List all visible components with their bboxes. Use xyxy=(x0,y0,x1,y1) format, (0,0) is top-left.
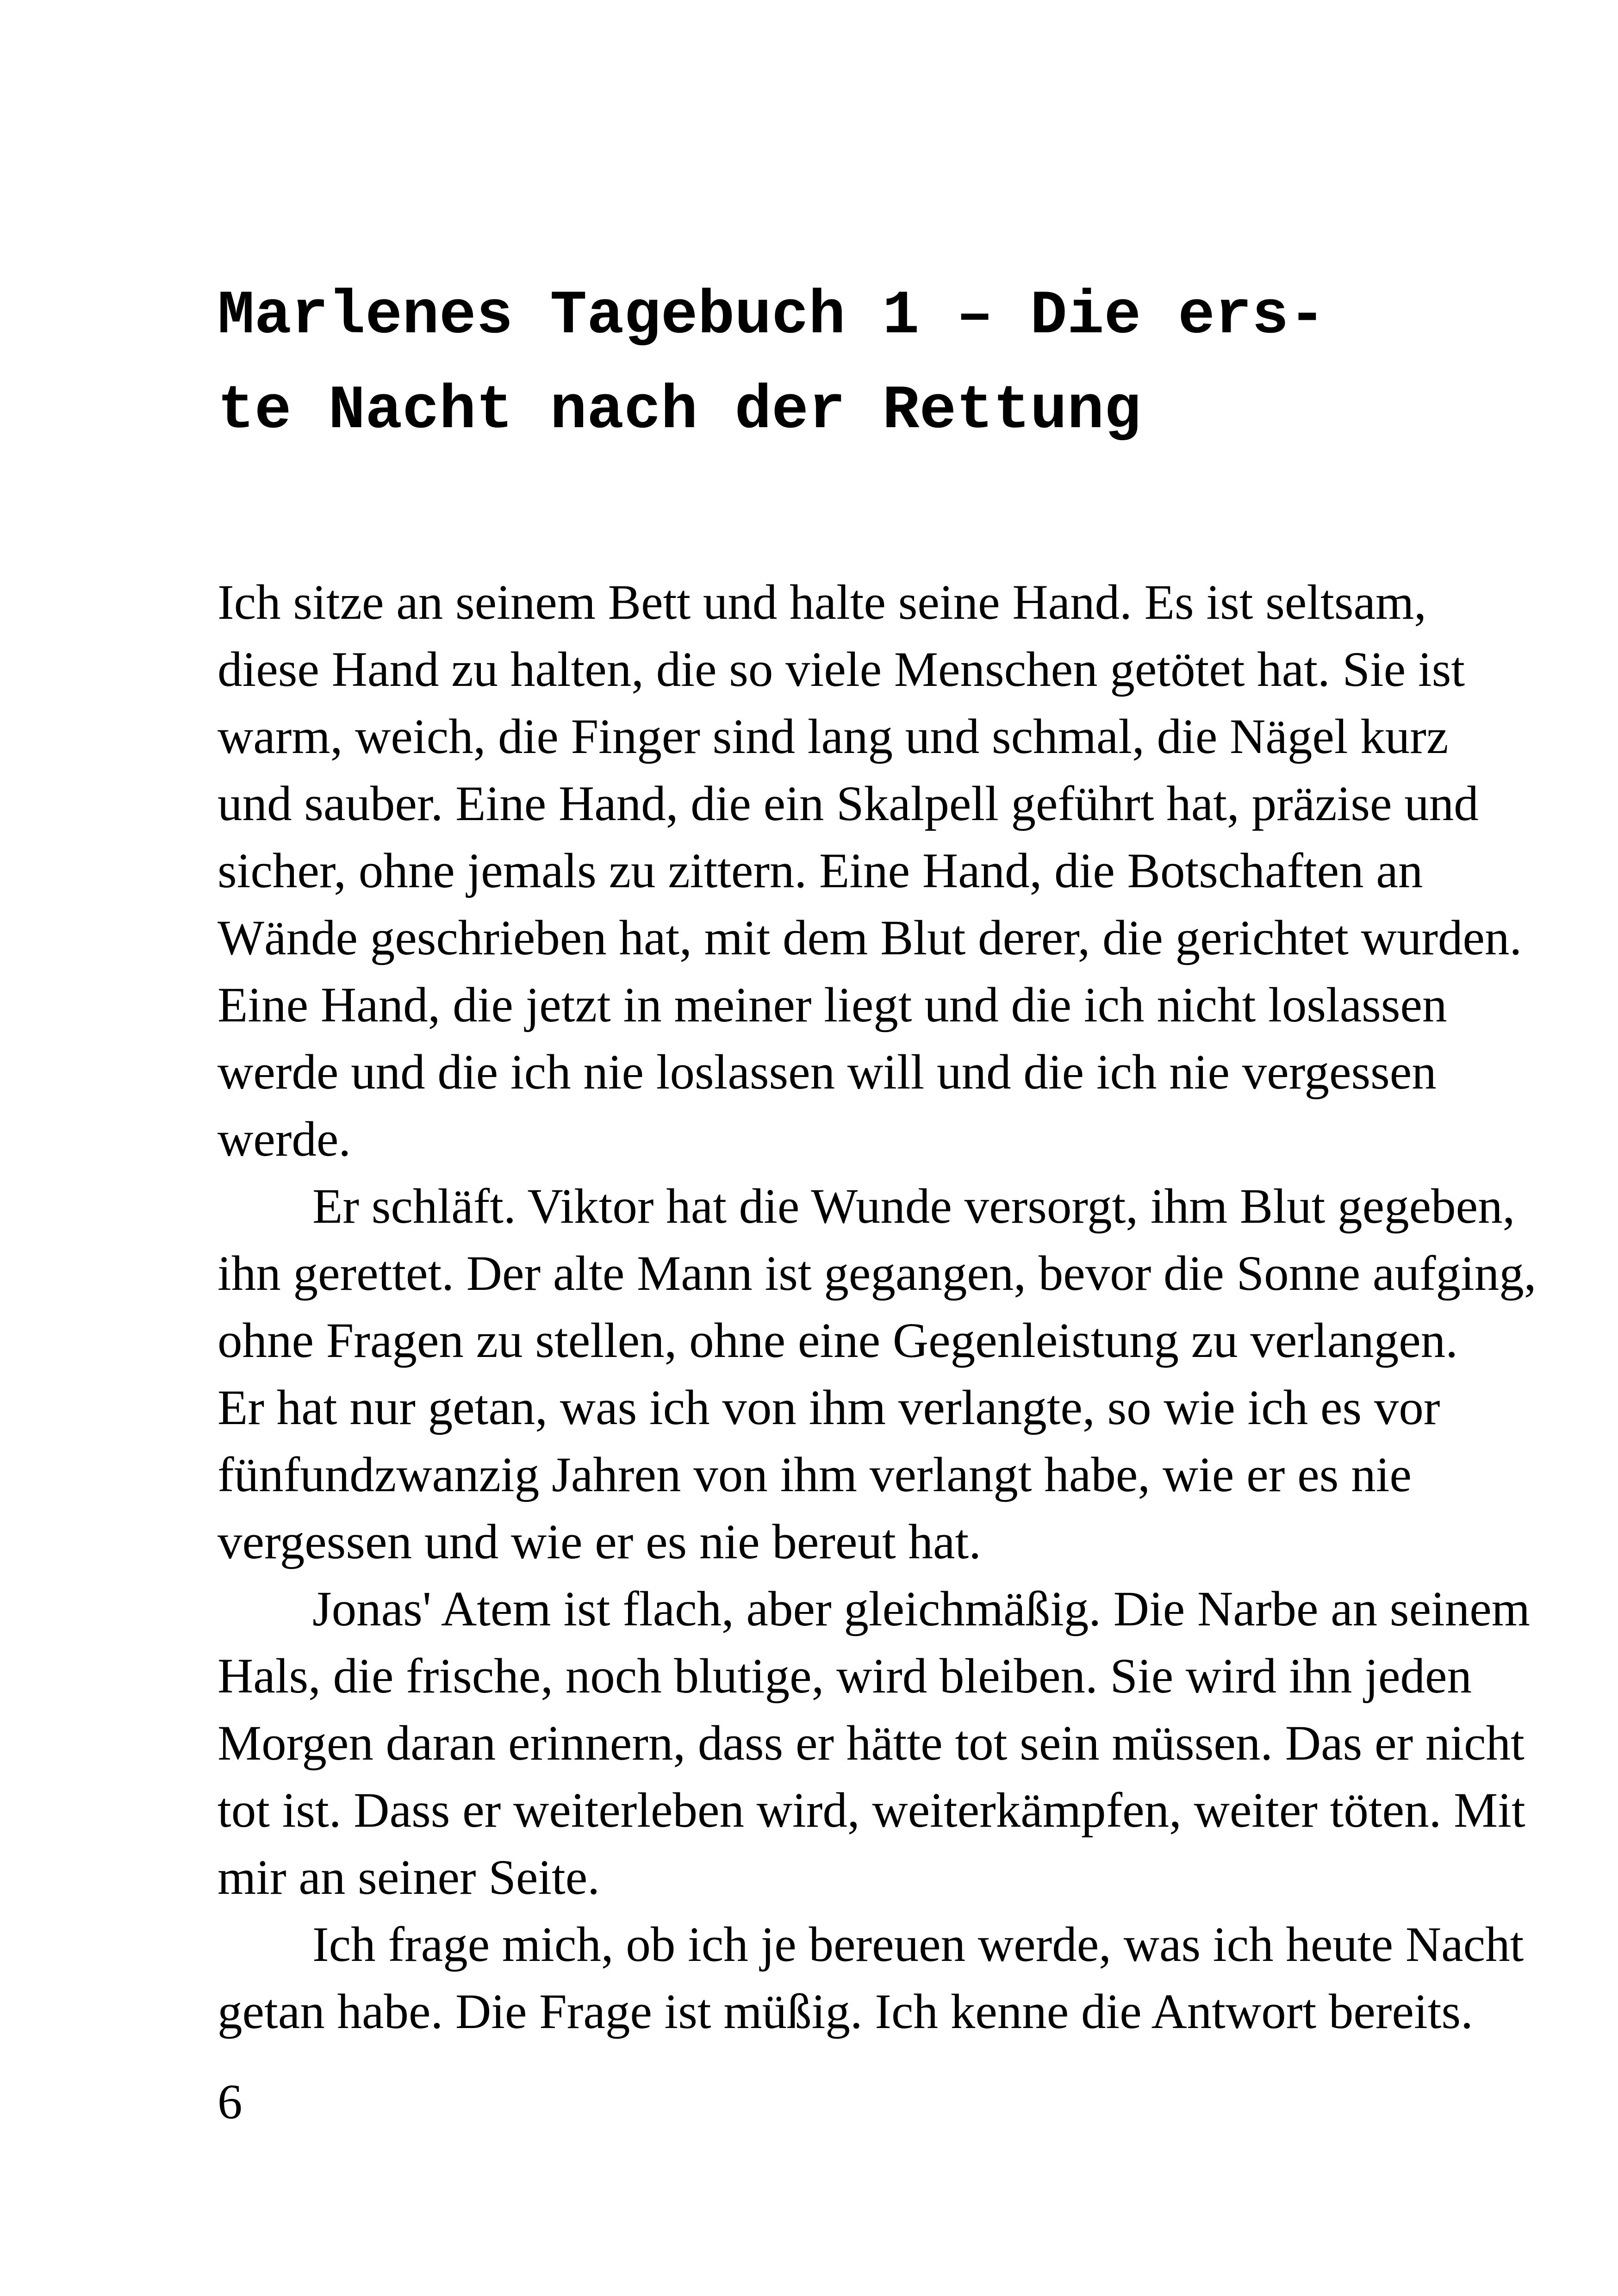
page-number: 6 xyxy=(218,2075,243,2129)
text-line: vergessen und wie er es nie bereut hat. xyxy=(218,1515,981,1569)
text-line: warm, weich, die Finger sind lang und schmal, die Nägel kurz xyxy=(218,709,1449,764)
text-line: Ich frage mich, ob ich je bereuen werde, was ich heute Nacht xyxy=(312,1917,1524,1972)
text-line: Ich sitze an seinem Bett und halte seine Hand. Es ist seltsam, xyxy=(218,575,1426,630)
text-line: Er hat nur getan, was ich von ihm verlangte, so wie ich es vor xyxy=(218,1381,1440,1435)
paragraph xyxy=(218,1911,1524,2046)
chapter-title-line: Marlenes Tagebuch 1 – Die ers- xyxy=(218,281,1326,351)
text-line: und sauber. Eine Hand, die ein Skalpell geführt hat, präzise und xyxy=(218,777,1479,831)
text-line: mir an seiner Seite. xyxy=(218,1850,600,1905)
chapter-title xyxy=(218,268,1412,458)
text-line: ihn gerettet. Der alte Mann ist gegangen, bevor die Sonne aufging, xyxy=(218,1246,1537,1301)
text-line: werde und die ich nie loslassen will und die ich nie vergessen xyxy=(218,1045,1437,1100)
text-line: fünfundzwanzig Jahren von ihm verlangt habe, wie er es nie xyxy=(218,1448,1412,1502)
paragraph xyxy=(218,1576,1531,1911)
text-line: Er schläft. Viktor hat die Wunde versorgt, ihm Blut gegeben, xyxy=(312,1179,1515,1234)
text-line: sicher, ohne jemals zu zittern. Eine Hand, die Botschaften an xyxy=(218,844,1423,898)
text-line: Wände geschrieben hat, mit dem Blut derer, die gerichtet wurden. xyxy=(218,911,1522,965)
text-line: getan habe. Die Frage ist müßig. Ich kenne die Antwort bereits. xyxy=(218,1985,1473,2039)
text-line: Jonas' Atem ist flach, aber gleichmäßig. Die Narbe an seinem xyxy=(312,1582,1531,1636)
text-line: diese Hand zu halten, die so viele Menschen getötet hat. Sie ist xyxy=(218,642,1465,697)
text-line: Morgen daran erinnern, dass er hätte tot sein müssen. Das er nicht xyxy=(218,1716,1525,1771)
body-text xyxy=(218,569,1537,2046)
text-line: ohne Fragen zu stellen, ohne eine Gegenleistung zu verlangen. xyxy=(218,1313,1458,1368)
text-line: Eine Hand, die jetzt in meiner liegt und die ich nicht loslassen xyxy=(218,978,1447,1033)
paragraph xyxy=(218,1173,1537,1576)
text-line: tot ist. Dass er weiterleben wird, weiterkämpfen, weiter töten. Mit xyxy=(218,1783,1525,1838)
text-line: werde. xyxy=(218,1112,351,1167)
chapter-title-line: te Nacht nach der Rettung xyxy=(218,376,1141,446)
text-line: Hals, die frische, noch blutige, wird bleiben. Sie wird ihn jeden xyxy=(218,1649,1472,1704)
paragraph xyxy=(218,569,1522,1173)
